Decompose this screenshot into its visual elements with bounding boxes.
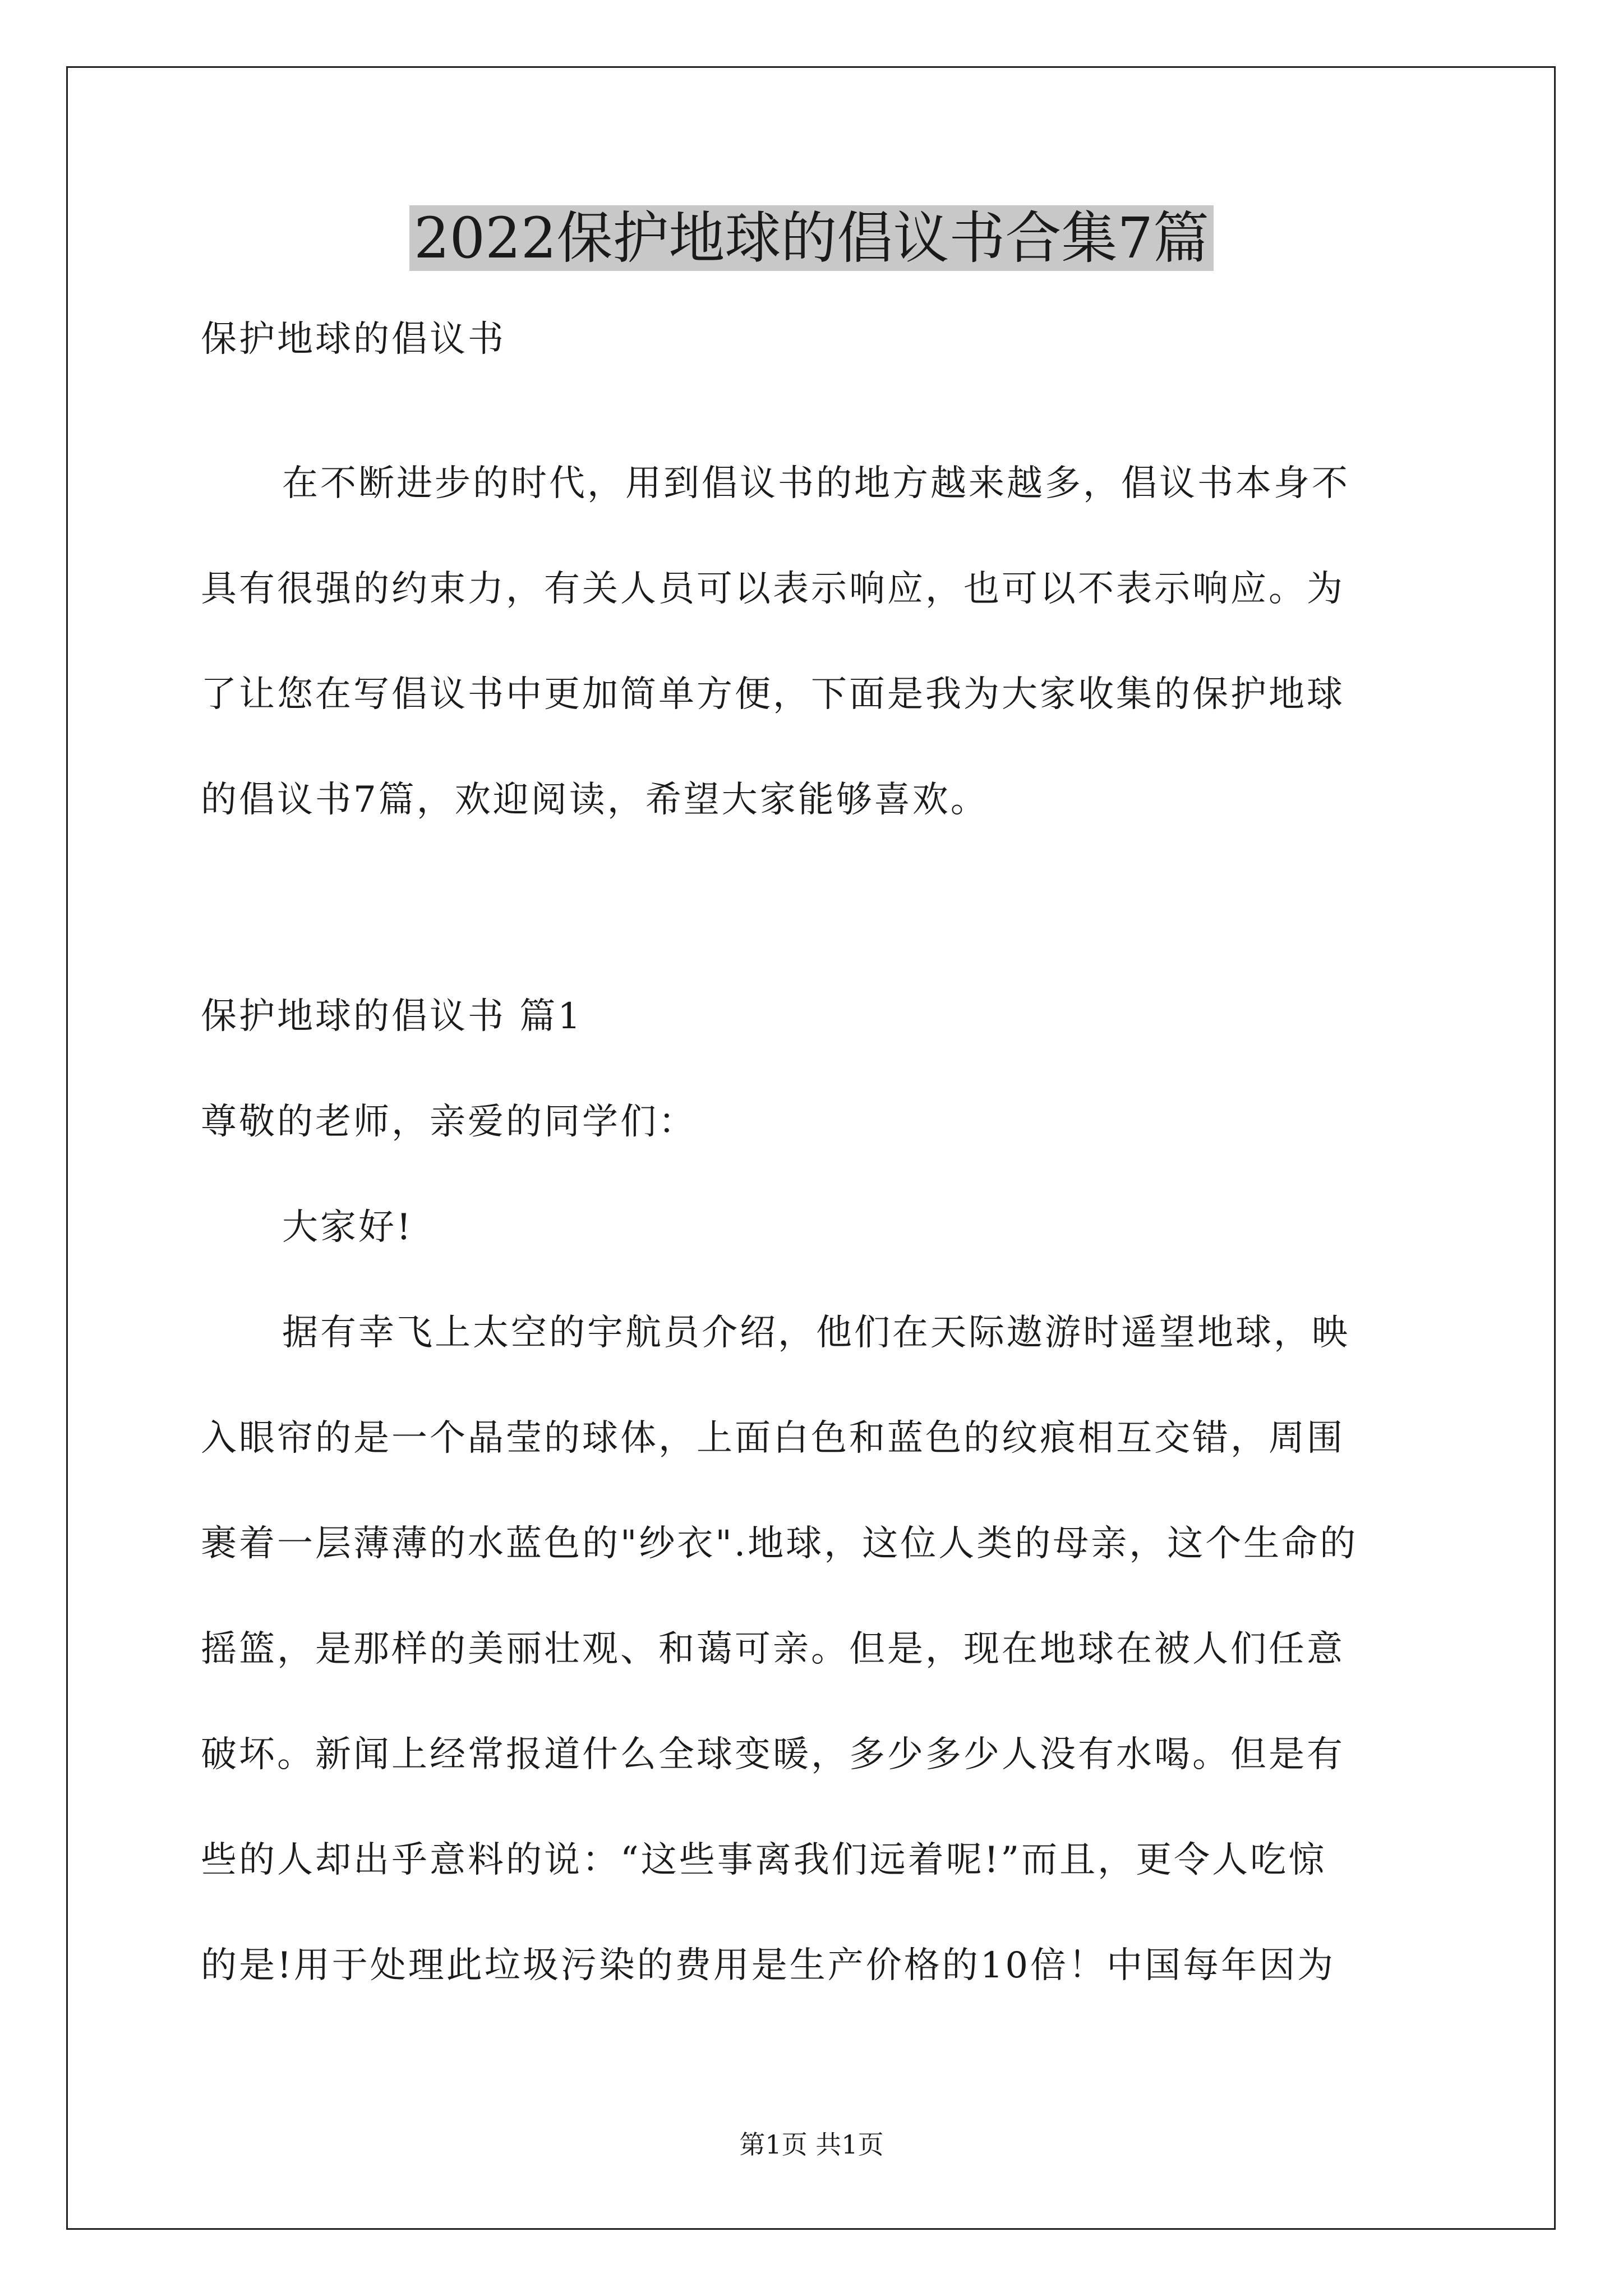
body-line: 摇篮，是那样的美丽壮观、和蔼可亲。但是，现在地球在被人们任意 <box>201 1628 1345 1670</box>
body-line: 破坏。新闻上经常报道什么全球变暖，多少多少人没有水喝。但是有 <box>201 1734 1345 1775</box>
body-line: 些的人却出乎意料的说：“这些事离我们远着呢!”而且，更令人吃惊 <box>201 1839 1327 1881</box>
intro-line: 的倡议书7篇，欢迎阅读，希望大家能够喜欢。 <box>201 779 989 821</box>
body-line: 裹着一层薄薄的水蓝色的"纱衣".地球，这位人类的母亲，这个生命的 <box>201 1523 1358 1565</box>
body-line: 据有幸飞上太空的宇航员介绍，他们在天际遨游时遥望地球，映 <box>282 1312 1350 1354</box>
intro-heading: 保护地球的倡议书 <box>201 319 506 360</box>
intro-line: 具有很强的约束力，有关人员可以表示响应，也可以不表示响应。为 <box>201 568 1345 610</box>
intro-line: 在不断进步的时代，用到倡议书的地方越来越多，倡议书本身不 <box>282 463 1350 504</box>
intro-line: 了让您在写倡议书中更加简单方便，下面是我为大家收集的保护地球 <box>201 674 1345 715</box>
salutation: 尊敬的老师，亲爱的同学们： <box>201 1101 697 1143</box>
body-line: 的是!用于处理此垃圾污染的费用是生产价格的10倍！中国每年因为 <box>201 1945 1336 1986</box>
document-title: 2022保护地球的倡议书合集7篇 <box>0 199 1623 278</box>
page-number: 第1页 共1页 <box>739 2129 884 2160</box>
greeting: 大家好! <box>282 1207 413 1248</box>
body-line: 入眼帘的是一个晶莹的球体，上面白色和蓝色的纹痕相互交错，周围 <box>201 1418 1345 1459</box>
section-heading: 保护地球的倡议书 篇1 <box>201 996 583 1037</box>
